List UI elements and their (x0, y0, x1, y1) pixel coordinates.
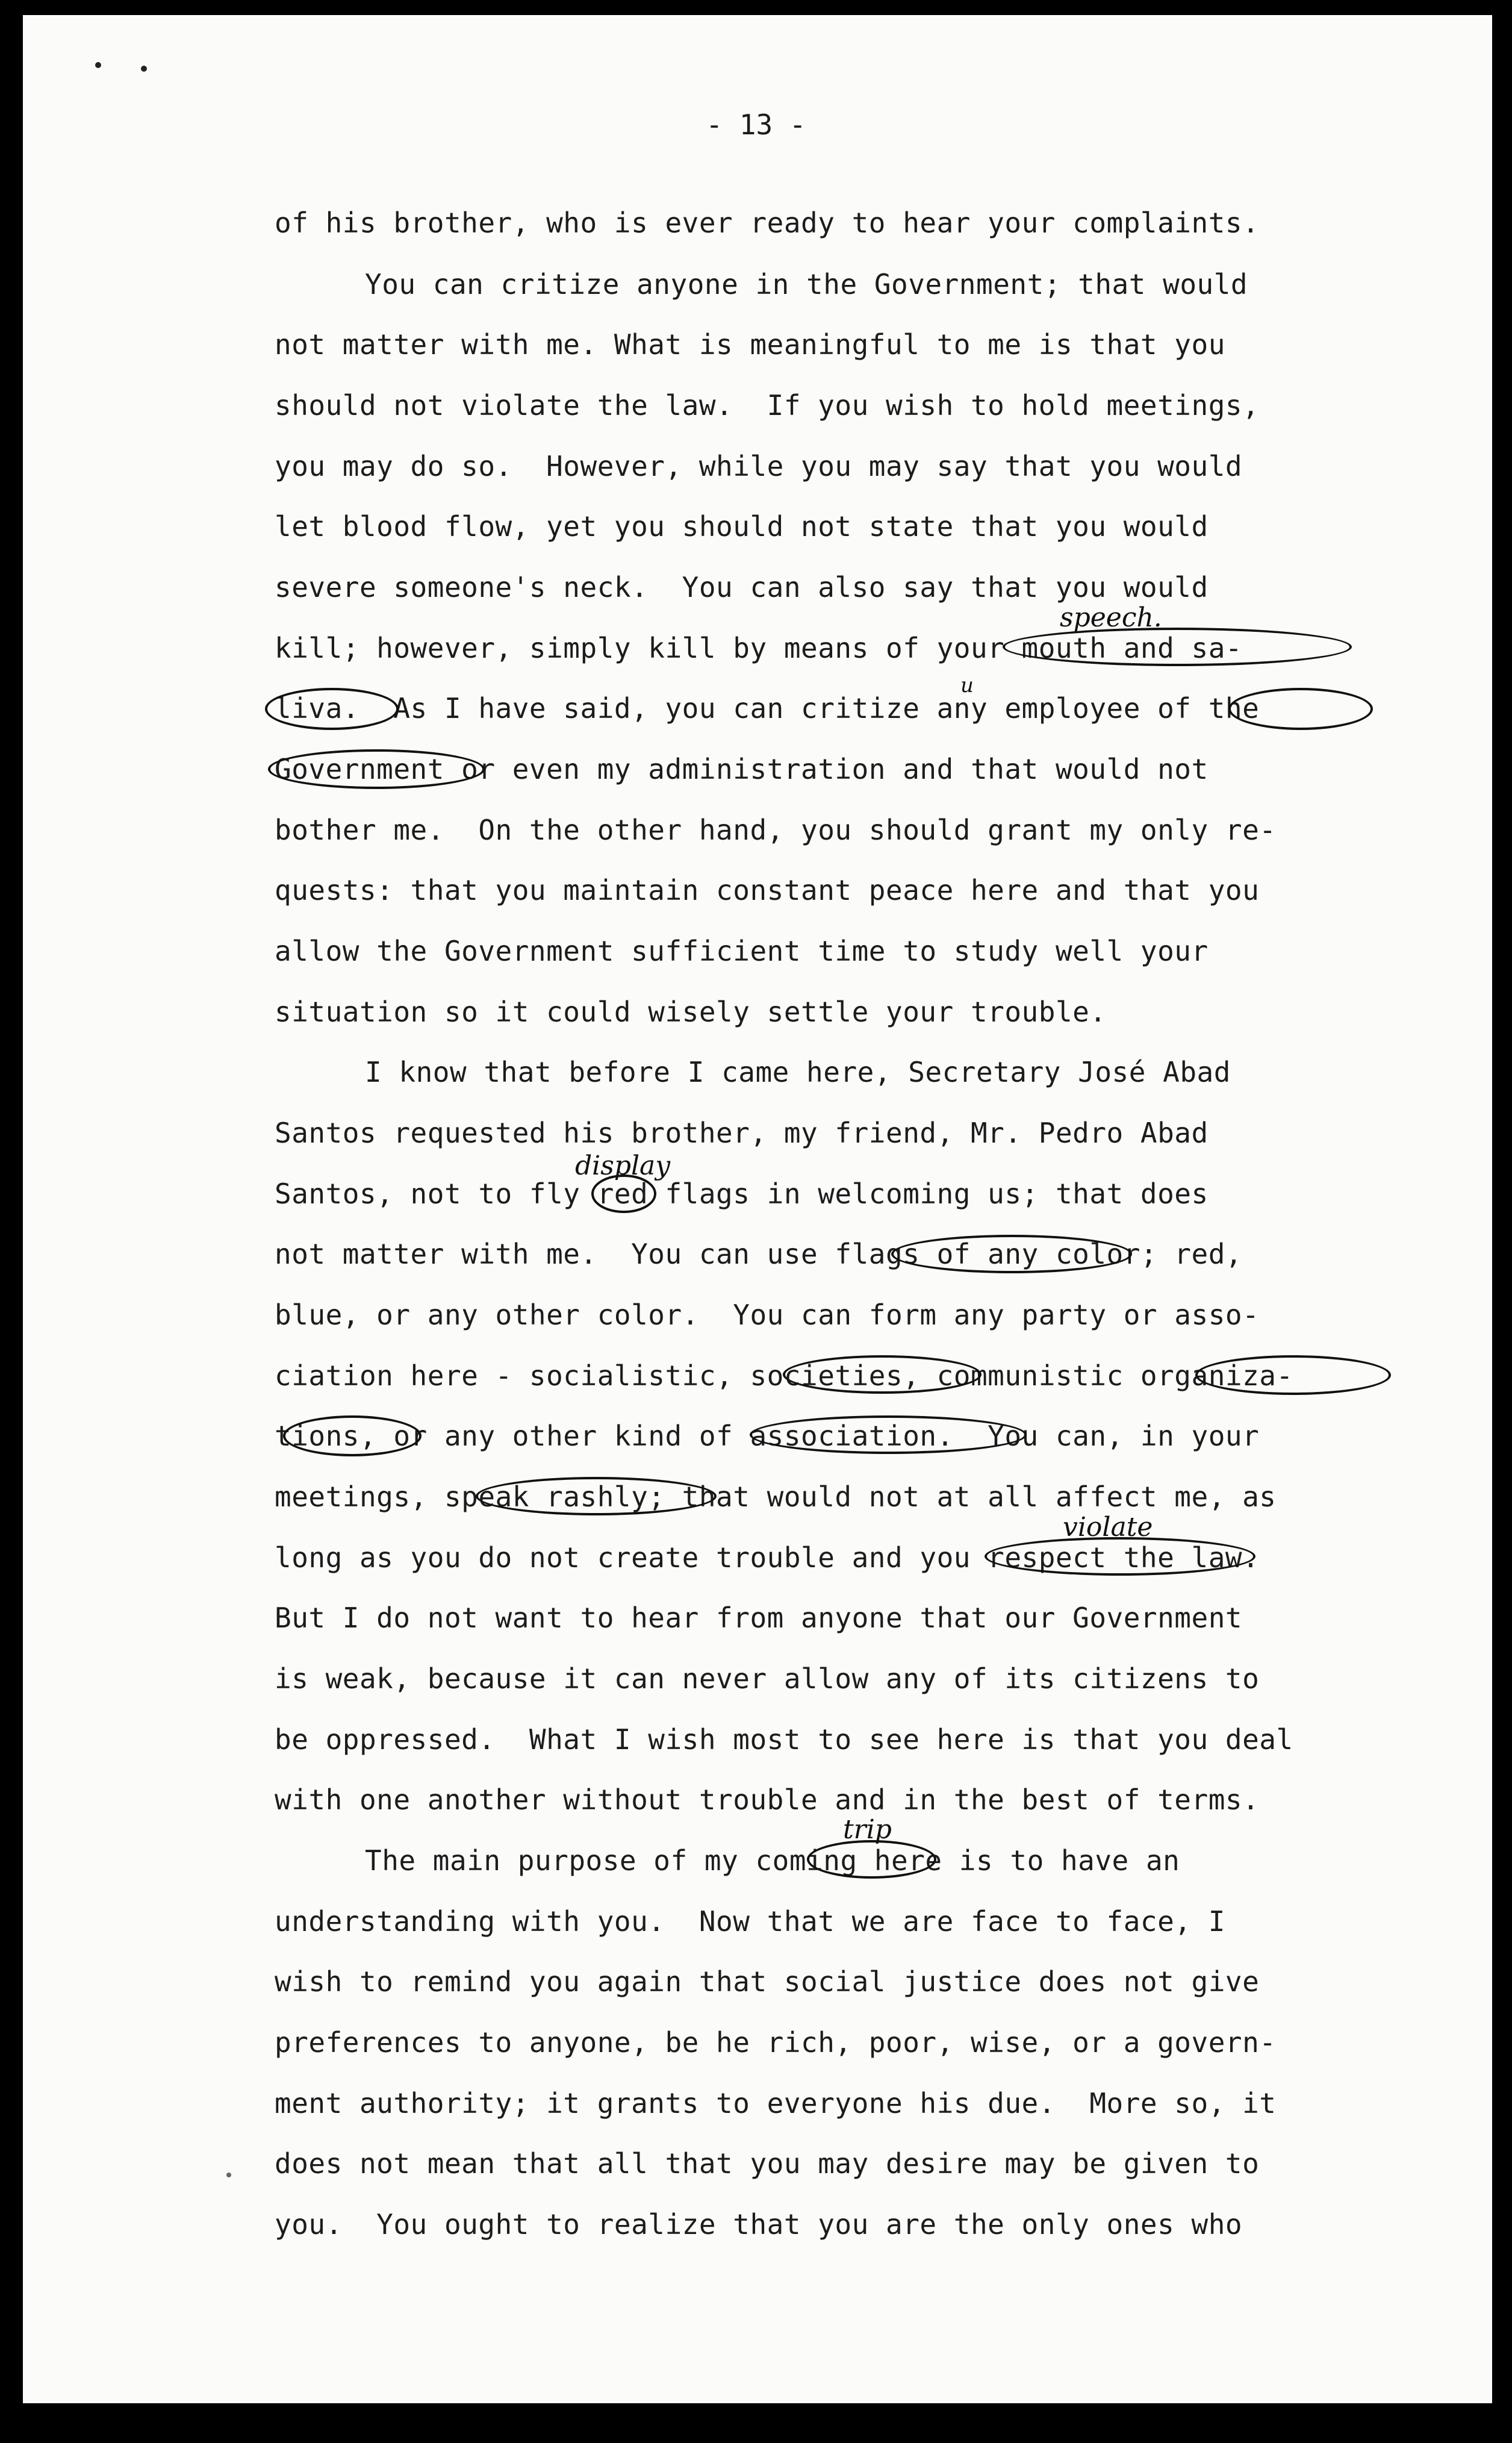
text-line: You can critize anyone in the Government; that would (365, 268, 1248, 301)
text-line: does not mean that all that you may desire may be given to (275, 2147, 1260, 2180)
text-line: I know that before I came here, Secretary José Abad (365, 1056, 1231, 1088)
text-line: with one another without trouble and in the best of terms. (275, 1783, 1260, 1816)
pen-circle (265, 688, 399, 730)
pen-circle (476, 1477, 717, 1515)
handwritten-note: trip (843, 1814, 892, 1845)
pen-circle (1195, 1355, 1391, 1395)
text-line: quests: that you maintain constant peace here and that you (275, 874, 1260, 906)
text-line: should not violate the law. If you wish to hold meetings, (275, 389, 1260, 422)
pen-circle (268, 749, 485, 789)
text-line: Government or even my administration and that would not (275, 753, 1209, 785)
handwritten-note: speech. (1060, 602, 1162, 633)
text-line: you. You ought to realize that you are the only ones who (275, 2208, 1243, 2241)
page-number: - 13 - (706, 108, 806, 141)
handwritten-note: u (960, 673, 974, 697)
text-line: Santos requested his brother, my friend, Mr. Pedro Abad (275, 1117, 1209, 1149)
text-line: wish to remind you again that social justice does not give (275, 1965, 1260, 1998)
text-line: But I do not want to hear from anyone that our Government (275, 1602, 1243, 1634)
pen-circle (807, 1840, 936, 1879)
text-line: tions, or any other kind of association. You can, in your (275, 1420, 1260, 1452)
text-line: allow the Government sufficient time to study well your (275, 935, 1209, 967)
text-line: long as you do not create trouble and you respect the law. (275, 1541, 1260, 1574)
text-line: meetings, speak rashly; that would not at all affect me, as (275, 1480, 1277, 1513)
text-line: be oppressed. What I wish most to see here is that you deal (275, 1723, 1293, 1756)
handwritten-note: display (575, 1150, 671, 1181)
text-line: kill; however, simply kill by means of your mouth and sa- (275, 632, 1243, 664)
text-line: liva. As I have said, you can critize any employee of the (275, 692, 1260, 725)
text-line: bother me. On the other hand, you should grant my only re- (275, 814, 1277, 846)
text-line: you may do so. However, while you may say that you would (275, 450, 1243, 482)
pen-circle (891, 1235, 1132, 1273)
pen-circle (985, 1537, 1255, 1576)
pen-circle (783, 1355, 982, 1394)
text-line: ment authority; it grants to everyone his due. More so, it (275, 2087, 1277, 2120)
text-line: of his brother, who is ever ready to hear your complaints. (275, 207, 1260, 239)
text-line: ciation here - socialistic, societies, communistic organiza- (275, 1359, 1293, 1392)
text-line: The main purpose of my coming here is to have an (365, 1844, 1180, 1877)
pen-circle (283, 1415, 422, 1456)
text-line: blue, or any other color. You can form any party or asso- (275, 1299, 1260, 1331)
text-line: Santos, not to fly red flags in welcoming us; that does (275, 1178, 1209, 1210)
text-line: let blood flow, yet you should not state that you would (275, 510, 1209, 543)
text-line: not matter with me. What is meaningful to me is that you (275, 328, 1225, 361)
text-line: preferences to anyone, be he rich, poor, wise, or a govern- (275, 2026, 1277, 2059)
text-line: is weak, because it can never allow any of its citizens to (275, 1662, 1260, 1695)
text-line: understanding with you. Now that we are face to face, I (275, 1905, 1225, 1938)
pen-circle (750, 1415, 1027, 1454)
text-line: situation so it could wisely settle your trouble. (275, 996, 1107, 1028)
pen-circle (591, 1175, 656, 1213)
handwritten-note: violate (1063, 1512, 1153, 1543)
text-line: not matter with me. You can use flags of any color; red, (275, 1238, 1243, 1270)
pen-circle (1228, 688, 1373, 730)
text-line: severe someone's neck. You can also say that you would (275, 571, 1209, 604)
pen-circle (1003, 628, 1352, 666)
